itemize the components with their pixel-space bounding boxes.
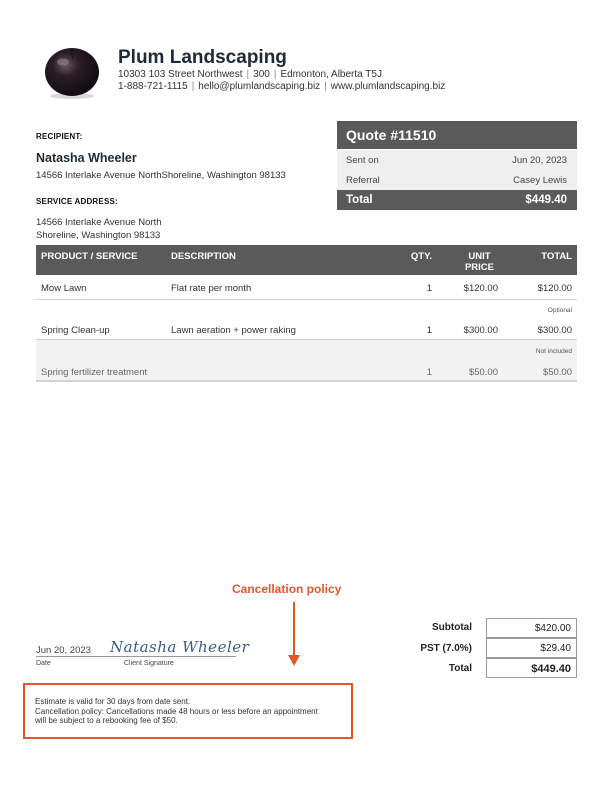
sent-on-label: Sent on: [346, 155, 379, 166]
annotation-label: Cancellation policy: [232, 582, 342, 596]
quote-header: [337, 121, 577, 149]
col-product: PRODUCT / SERVICE: [41, 251, 138, 262]
subtotal-label: Subtotal: [432, 622, 472, 633]
quote-total-value: $449.40: [525, 194, 567, 206]
client-signature: Natasha Wheeler: [110, 638, 250, 656]
row-total: $300.00: [537, 325, 572, 336]
col-total: TOTAL: [541, 251, 572, 262]
policy-cancellation: Cancellation policy: Cancellations made 48 hours or less before an appointment: [35, 707, 318, 716]
signature-date: Jun 20, 2023: [36, 645, 91, 656]
company-logo-plum: [42, 43, 102, 99]
subtotal-value-box: [486, 618, 577, 638]
row-total: $120.00: [537, 283, 572, 294]
table-row: [36, 275, 577, 300]
row-unit-price: $300.00: [463, 325, 498, 336]
sent-on-value: Jun 20, 2023: [512, 155, 567, 166]
referral-label: Referral: [346, 175, 380, 186]
row-qty: 1: [426, 283, 432, 294]
subtotal-value: $420.00: [534, 623, 571, 634]
row-total: $50.00: [542, 367, 572, 378]
quote-total-label: Total: [346, 194, 373, 206]
signature-line: [36, 656, 236, 657]
policy-validity: Estimate is valid for 30 days from date sent.: [35, 697, 191, 706]
recipient-address: 14566 Interlake Avenue NorthShoreline, Washington 98133: [36, 170, 286, 181]
company-name: Plum Landscaping: [118, 47, 287, 68]
row-product: Spring Clean-up: [41, 325, 110, 336]
row-tag-optional: Optional: [547, 307, 572, 314]
company-website-link[interactable]: www.plumlandscaping.biz: [330, 81, 446, 92]
service-address-label: SERVICE ADDRESS:: [36, 197, 118, 206]
table-row: [36, 300, 577, 340]
grand-total-value: $449.40: [531, 663, 571, 675]
quote-title: Quote #11510: [346, 127, 437, 143]
row-product: Spring fertilizer treatment: [41, 367, 148, 378]
tax-value-box: [486, 638, 577, 658]
quote-referral-row: [337, 170, 577, 190]
service-address-line2: Shoreline, Washington 98133: [36, 230, 161, 241]
company-phone[interactable]: 1-888-721-1115: [118, 81, 188, 92]
row-description: Lawn aeration + power raking: [171, 325, 296, 336]
service-address-line1: 14566 Interlake Avenue North: [36, 217, 162, 228]
col-description: DESCRIPTION: [171, 251, 236, 262]
line-items-header: [36, 245, 577, 275]
policy-fee: will be subject to a rebooking fee of $50.: [35, 716, 178, 725]
row-qty: 1: [426, 325, 432, 336]
company-contact: 1-888-721-1115 | hello@plumlandscaping.biz | www.plumlandscaping.biz: [118, 81, 446, 92]
grand-total-value-box: [486, 658, 577, 678]
grand-total-label: Total: [448, 663, 472, 674]
quote-sent-on-row: [337, 150, 577, 170]
recipient-label: RECIPIENT:: [36, 132, 83, 141]
row-unit-price: $120.00: [463, 283, 498, 294]
quote-total-row: [337, 190, 577, 210]
row-product: Mow Lawn: [41, 283, 87, 294]
signature-caption: Client Signature: [124, 660, 174, 667]
col-unit-price: UNIT PRICE: [464, 251, 494, 273]
row-description: Flat rate per month: [171, 283, 252, 294]
company-address: 10303 103 Street Northwest | 300 | Edmonton, Alberta T5J: [118, 69, 382, 80]
row-tag-not-included: Not included: [535, 348, 572, 355]
recipient-name: Natasha Wheeler: [36, 151, 137, 165]
table-row: [36, 340, 577, 382]
company-email-link[interactable]: hello@plumlandscaping.biz: [198, 81, 321, 92]
col-qty: QTY.: [410, 251, 432, 262]
referral-value: Casey Lewis: [513, 175, 567, 186]
tax-label: PST (7.0%): [420, 643, 472, 654]
tax-value: $29.40: [540, 643, 571, 654]
annotation-arrow-icon: [287, 600, 301, 668]
date-caption: Date: [36, 660, 51, 667]
row-qty: 1: [426, 367, 432, 378]
row-unit-price: $50.00: [468, 367, 498, 378]
